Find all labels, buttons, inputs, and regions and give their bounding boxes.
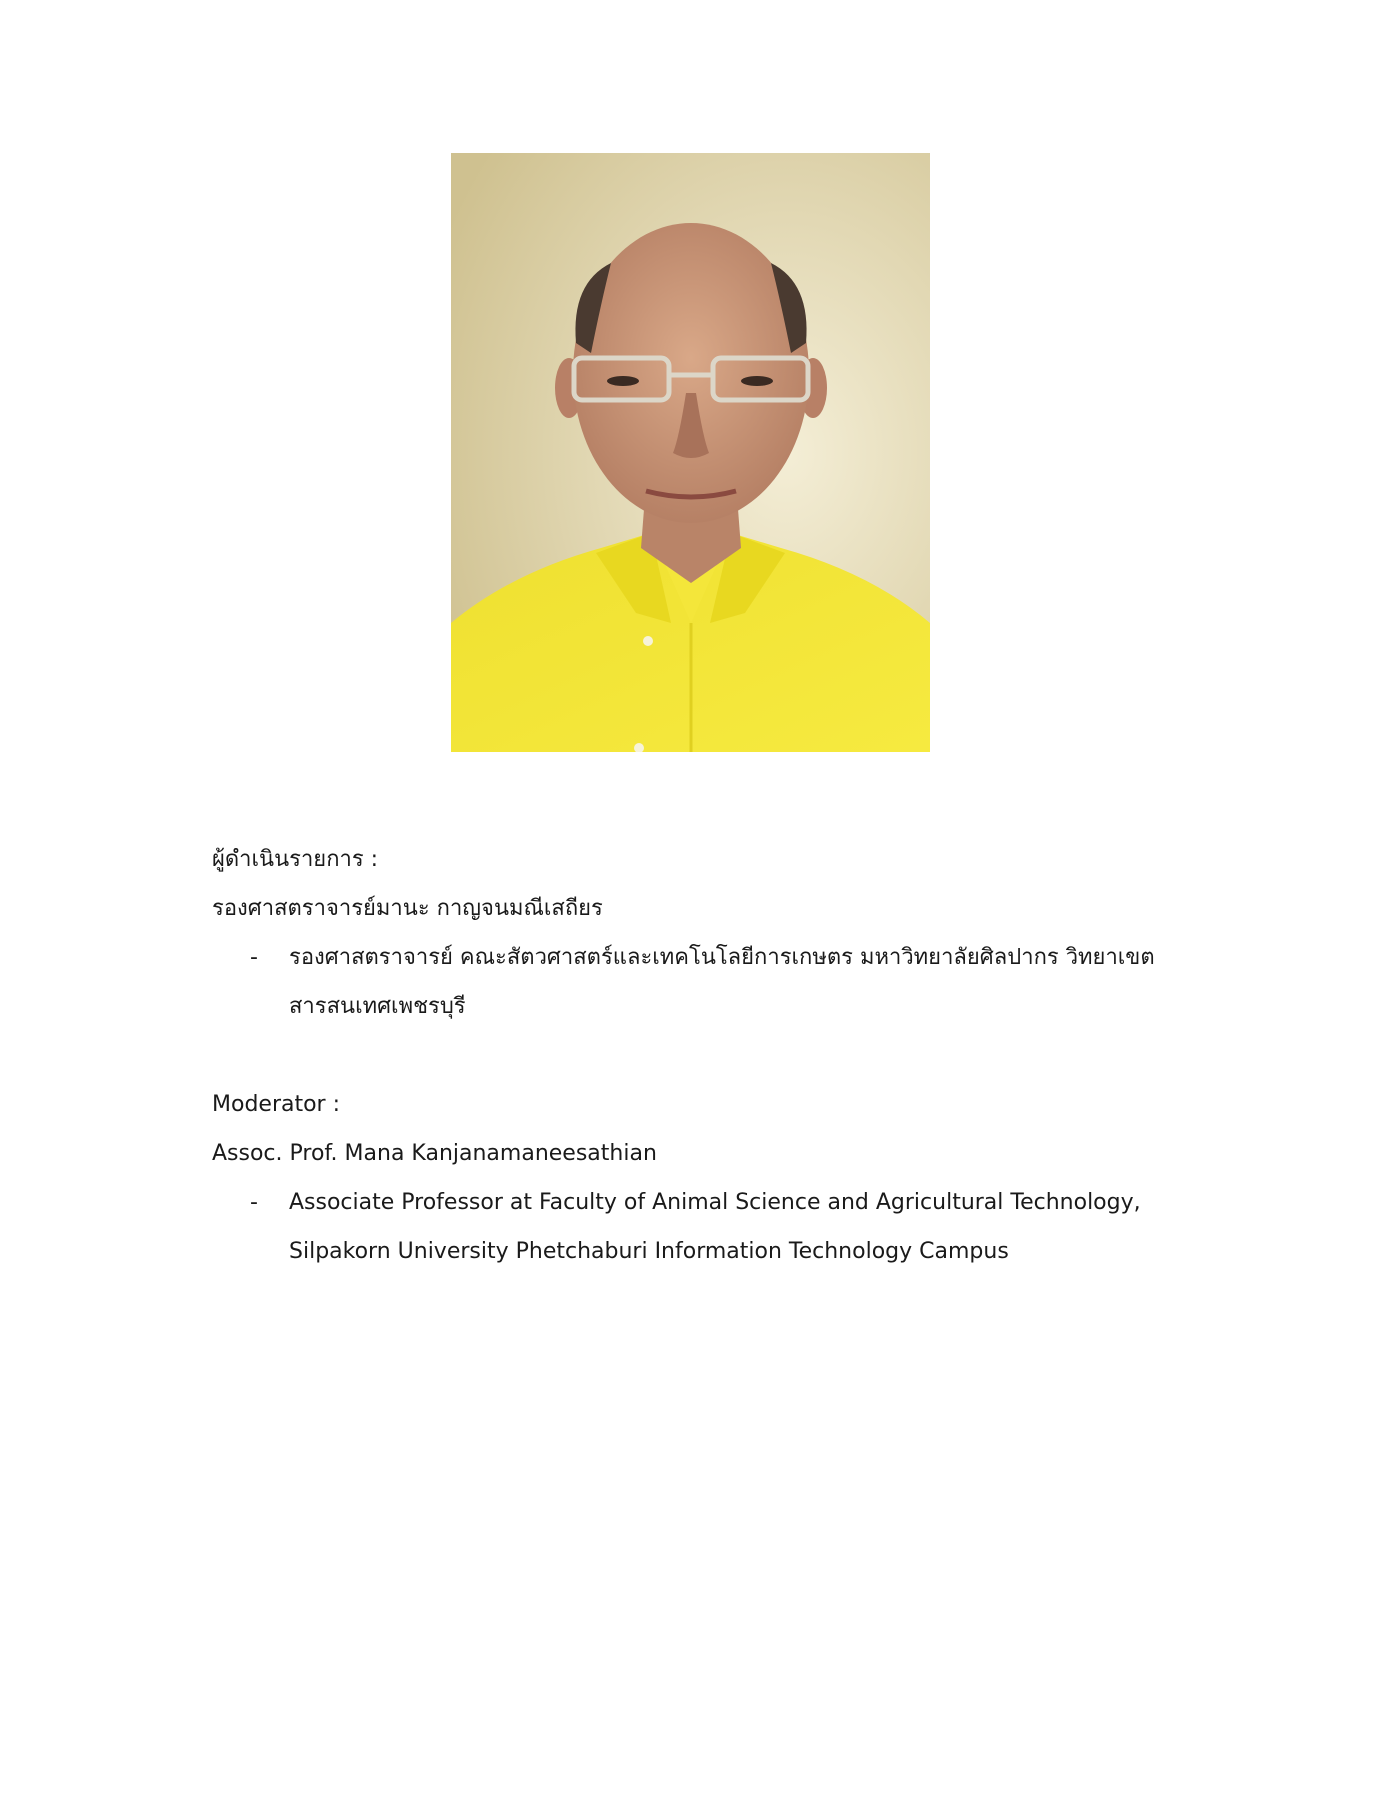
thai-moderator-section bbox=[212, 835, 1212, 1031]
bullet-dash: - bbox=[250, 945, 258, 970]
thai-affiliation-text: รองศาสตราจารย์ คณะสัตวศาสตร์และเทคโนโลยีการเกษตร มหาวิทยาลัยศิลปากร วิทยาเขต สารสนเทศเพชรบุรี bbox=[289, 945, 1155, 1019]
english-moderator-name: Assoc. Prof. Mana Kanjanamaneesathian bbox=[212, 1141, 657, 1166]
moderator-photo bbox=[451, 153, 930, 752]
english-affiliation-item bbox=[212, 1178, 1212, 1276]
portrait-illustration bbox=[451, 153, 930, 752]
english-heading: Moderator : bbox=[212, 1092, 341, 1117]
thai-moderator-name: รองศาสตราจารย์มานะ กาญจนมณีเสถียร bbox=[212, 896, 603, 921]
english-moderator-section bbox=[212, 1080, 1212, 1276]
english-affiliation-text: Associate Professor at Faculty of Animal Science and Agricultural Technology, Silpakorn University Phetchaburi Information Technology Campus bbox=[289, 1190, 1141, 1264]
thai-heading: ผู้ดำเนินรายการ : bbox=[212, 847, 379, 872]
bullet-dash: - bbox=[250, 1190, 258, 1215]
thai-affiliation-item bbox=[212, 933, 1212, 1031]
